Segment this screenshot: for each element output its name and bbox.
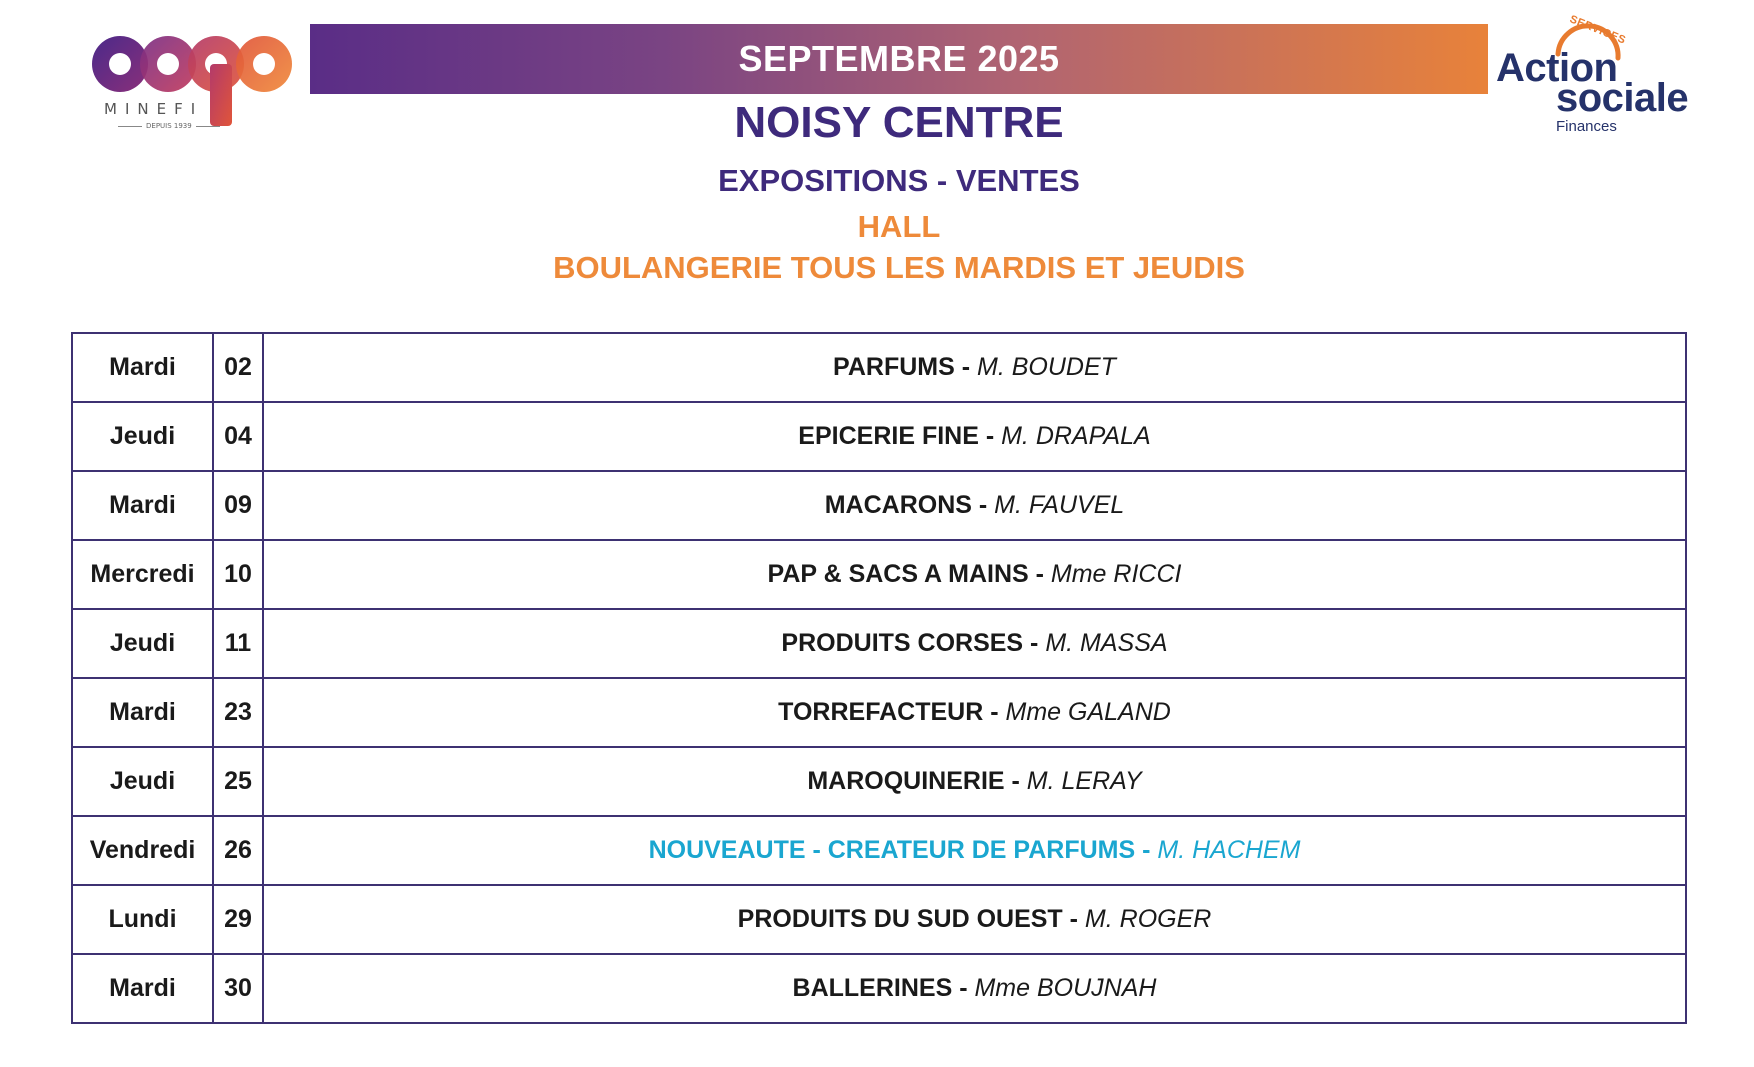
date-cell: 10: [213, 540, 263, 609]
date-cell: 29: [213, 885, 263, 954]
month-title: SEPTEMBRE 2025: [738, 38, 1060, 79]
product-name: PRODUITS CORSES: [781, 629, 1024, 657]
separator: -: [952, 974, 975, 1002]
coop-logo-subtitle: MINEFI: [104, 100, 204, 118]
date-cell: 11: [213, 609, 263, 678]
day-cell: Jeudi: [72, 609, 213, 678]
day-cell: Jeudi: [72, 402, 213, 471]
date-cell: 25: [213, 747, 263, 816]
separator: -: [954, 353, 978, 381]
table-row: [72, 333, 1686, 402]
separator: -: [1135, 836, 1158, 864]
product-name: TORREFACTEUR: [778, 698, 984, 726]
event-cell: [263, 816, 1686, 885]
vendor-name: Mme RICCI: [1050, 560, 1182, 588]
day-cell: Mercredi: [72, 540, 213, 609]
product-name: MACARONS: [824, 491, 972, 519]
event-cell: [263, 678, 1686, 747]
event-cell: [263, 471, 1686, 540]
date-cell: 09: [213, 471, 263, 540]
date-cell: 30: [213, 954, 263, 1023]
vendor-name: M. LERAY: [1026, 767, 1142, 795]
table-row: [72, 747, 1686, 816]
separator: -: [971, 491, 995, 519]
separator: -: [1028, 560, 1051, 588]
month-banner: [310, 24, 1488, 94]
table-row: [72, 540, 1686, 609]
subtitle: EXPOSITIONS - VENTES: [718, 163, 1080, 198]
vendor-name: Mme BOUJNAH: [974, 974, 1157, 1002]
table-row: [72, 471, 1686, 540]
day-cell: Mardi: [72, 678, 213, 747]
schedule-body: [72, 333, 1686, 1023]
product-name: PAP & SACS A MAINS: [767, 560, 1029, 588]
event-cell: [263, 609, 1686, 678]
site-title: NOISY CENTRE: [734, 98, 1064, 147]
schedule-table: [71, 332, 1687, 1024]
event-cell: [263, 402, 1686, 471]
event-cell: [263, 540, 1686, 609]
date-cell: 02: [213, 333, 263, 402]
event-cell: [263, 747, 1686, 816]
table-row: [72, 609, 1686, 678]
date-cell: 04: [213, 402, 263, 471]
product-name: BALLERINES: [792, 974, 953, 1002]
day-cell: Lundi: [72, 885, 213, 954]
table-row: [72, 954, 1686, 1023]
action-sociale-line1: Action: [1496, 46, 1618, 90]
separator: -: [1062, 905, 1085, 933]
product-name: EPICERIE FINE: [798, 422, 979, 450]
product-name: PRODUITS DU SUD OUEST: [737, 905, 1063, 933]
separator: -: [1004, 767, 1027, 795]
separator: -: [983, 698, 1006, 726]
action-sociale-line3: Finances: [1556, 118, 1617, 135]
action-sociale-line2: sociale: [1556, 76, 1689, 120]
day-cell: Vendredi: [72, 816, 213, 885]
bakery-note: BOULANGERIE TOUS LES MARDIS ET JEUDIS: [553, 250, 1245, 285]
day-cell: Mardi: [72, 471, 213, 540]
coop-logo-since: DEPUIS 1939: [114, 122, 224, 130]
product-name: PARFUMS: [833, 353, 955, 381]
event-cell: [263, 885, 1686, 954]
vendor-name: M. FAUVEL: [994, 491, 1125, 519]
day-cell: Jeudi: [72, 747, 213, 816]
separator: -: [1023, 629, 1046, 657]
table-row: [72, 816, 1686, 885]
vendor-name: M. BOUDET: [977, 353, 1116, 381]
event-cell: [263, 333, 1686, 402]
action-sociale-services: SERVICES: [1567, 13, 1628, 47]
event-cell: [263, 954, 1686, 1023]
day-cell: Mardi: [72, 333, 213, 402]
product-name: NOUVEAUTE - CREATEUR DE PARFUMS: [648, 836, 1136, 864]
vendor-name: Mme GALAND: [1005, 698, 1171, 726]
action-sociale-logo: [1496, 13, 1696, 136]
vendor-name: M. DRAPALA: [1001, 422, 1151, 450]
vendor-name: M. ROGER: [1084, 905, 1212, 933]
date-cell: 26: [213, 816, 263, 885]
vendor-name: M. HACHEM: [1157, 836, 1301, 864]
coop-minefi-logo: [90, 28, 300, 140]
date-cell: 23: [213, 678, 263, 747]
separator: -: [978, 422, 1002, 450]
vendor-name: M. MASSA: [1045, 629, 1168, 657]
table-row: [72, 885, 1686, 954]
day-cell: Mardi: [72, 954, 213, 1023]
product-name: MAROQUINERIE: [807, 767, 1005, 795]
location-label: HALL: [857, 209, 941, 244]
table-row: [72, 678, 1686, 747]
table-row: [72, 402, 1686, 471]
